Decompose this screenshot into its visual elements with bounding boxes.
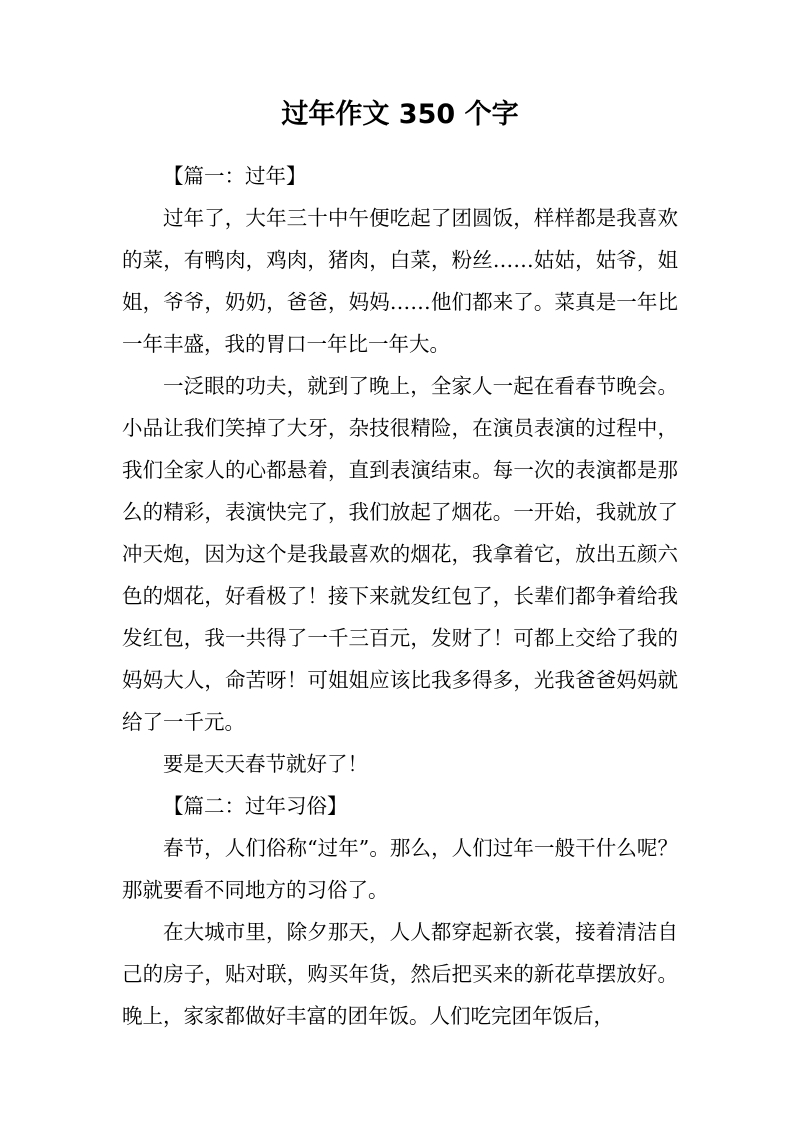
- paragraph-5: 在大城市里，除夕那天，人人都穿起新衣裳，接着清洁自己的房子，贴对联，购买年货，然后把买来的新花草摆放好。晚上，家家都做好丰富的团年饭。人们吃完团年饭后，: [122, 920, 678, 1028]
- section-heading-2: 【篇二：过年习俗】: [163, 794, 348, 818]
- document-title: 过年作文 350 个字: [281, 99, 519, 130]
- section-heading-1: 【篇一：过年】: [163, 164, 307, 188]
- paragraph-4: 春节，人们俗称“过年”。那么，人们过年一般干什么呢？那就要看不同地方的习俗了。: [122, 836, 678, 902]
- paragraph-1: 过年了，大年三十中午便吃起了团圆饭，样样都是我喜欢的菜，有鸭肉，鸡肉，猪肉，白菜，粉丝……姑姑，姑爷，姐姐，爷爷，奶奶，爸爸，妈妈……他们都来了。菜真是一年比一年丰盛，我的胃口一年比一年大。: [122, 206, 678, 356]
- paragraph-2: 一泛眼的功夫，就到了晚上，全家人一起在看春节晚会。小品让我们笑掉了大牙，杂技很精险，在演员表演的过程中，我们全家人的心都悬着，直到表演结束。每一次的表演都是那么的精彩，表演快完了，我们放起了烟花。一开始，我就放了冲天炮，因为这个是我最喜欢的烟花，我拿着它，放出五颜六色的烟花，好看极了！接下来就发红包了，长辈们都争着给我发红包，我一共得了一千三百元，发财了！可都上交给了我的妈妈大人，命苦呀！可姐姐应该比我多得多，光我爸爸妈妈就给了一千元。: [122, 374, 678, 734]
- document-body: [122, 155, 678, 1037]
- paragraph-3: 要是天天春节就好了！: [163, 752, 368, 776]
